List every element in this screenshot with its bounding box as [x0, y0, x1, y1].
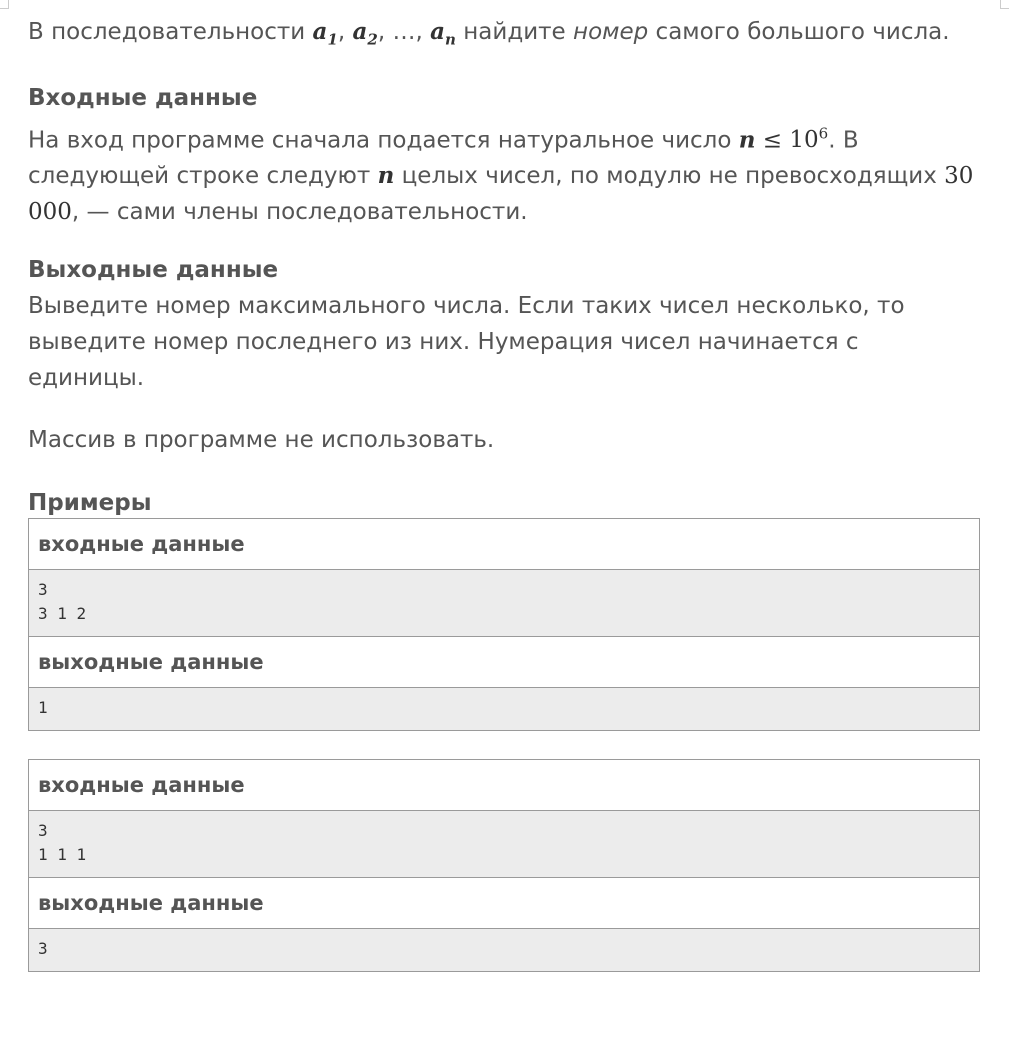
intro-mid: найдите — [455, 19, 574, 45]
math-a2: $a_2$ — [352, 18, 378, 49]
example-input-label: входные данные — [29, 760, 979, 811]
input-section-title: Входные данные — [28, 84, 258, 111]
output-section-title: Выходные данные — [28, 257, 279, 284]
frame-corner-right — [1000, 0, 1009, 9]
problem-statement — [28, 14, 980, 972]
math-bound: 30 000 — [28, 163, 974, 226]
intro-emphasis: номер — [573, 19, 649, 45]
example-block-1 — [28, 518, 980, 731]
math-n: n — [738, 126, 756, 154]
examples-title: Примеры — [28, 490, 152, 517]
frame-corner-left — [0, 0, 9, 9]
example-output-data[interactable]: 3 — [29, 929, 979, 971]
output-section-text: Выведите номер максимального числа. Если таких чисел несколько, то выведите номер последнего из них. Нумерация чисел начинается с единицы. — [28, 293, 905, 392]
example-input-label: входные данные — [29, 519, 979, 570]
example-output-data[interactable]: 1 — [29, 688, 979, 730]
example-input-data[interactable]: 3 3 1 2 — [29, 570, 979, 637]
intro-sep1: , — [337, 19, 353, 45]
math-le: ≤ — [755, 127, 790, 154]
math-an: $a_n$ — [430, 18, 456, 49]
intro-suffix: самого большого числа. — [648, 19, 950, 45]
example-output-label: выходные данные — [29, 637, 979, 688]
intro-prefix: В последовательности — [28, 19, 313, 45]
intro-paragraph — [28, 14, 980, 58]
math-n-2: n — [377, 162, 395, 190]
math-power: $10^6$ — [789, 124, 829, 154]
input-section-text: На вход программе сначала подается натуральное число $n \le 10^6$. В следующей строке следуют n целых чисел, по модулю не превосходящих 30 000, — сами члены последовательности. — [28, 124, 974, 226]
example-input-data[interactable]: 3 1 1 1 — [29, 811, 979, 878]
math-a1: $a_1$ — [312, 18, 338, 49]
intro-sep2: , …, — [377, 19, 431, 45]
example-block-2 — [28, 759, 980, 972]
note-text: Массив в программе не использовать. — [28, 427, 495, 454]
example-output-label: выходные данные — [29, 878, 979, 929]
